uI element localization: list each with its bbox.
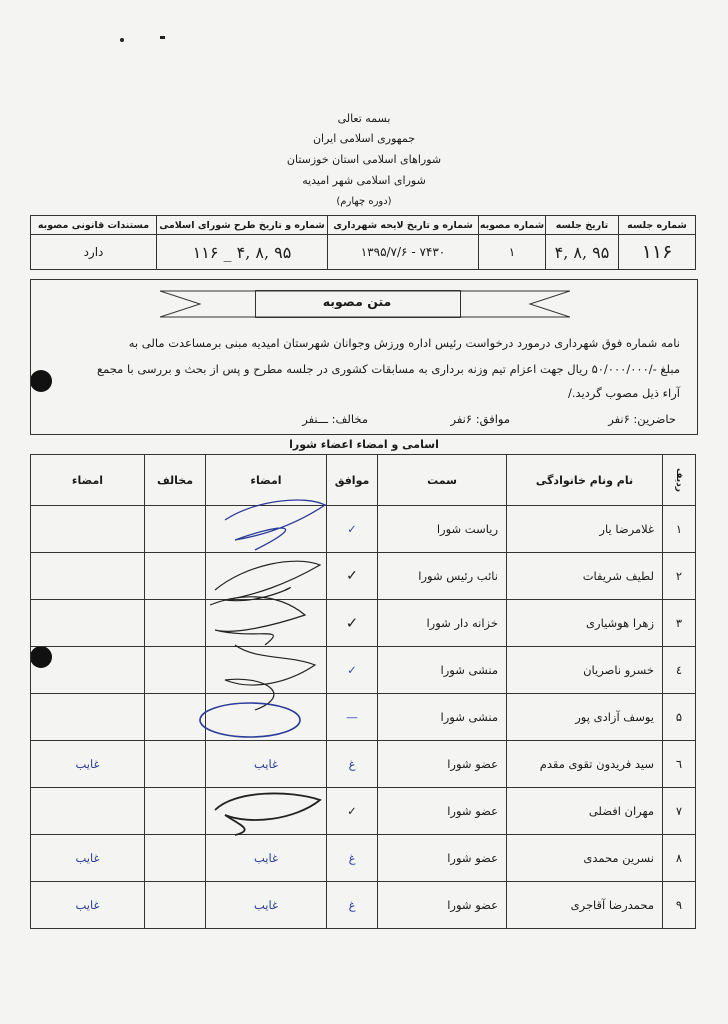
row-number: ۸ — [663, 835, 696, 882]
member-name: خسرو ناصریان — [507, 647, 663, 694]
table-row — [31, 835, 696, 882]
row-number: ٤ — [663, 647, 696, 694]
member-name: لطیف شریفات — [507, 553, 663, 600]
agree-signature: غایب — [206, 882, 327, 929]
row-number: ۳ — [663, 600, 696, 647]
members-table — [30, 454, 696, 929]
col-session-date: تاریخ جلسه — [546, 216, 619, 235]
table-row — [31, 647, 696, 694]
member-position: عضو شورا — [378, 882, 507, 929]
col-legal-basis: مستندات قانونی مصوبه — [31, 216, 157, 235]
oppose-signature — [31, 788, 145, 835]
agree-mark: ✓ — [327, 553, 378, 600]
oppose-signature — [31, 506, 145, 553]
oppose-signature — [31, 647, 145, 694]
member-position: عضو شورا — [378, 741, 507, 788]
municipality-bill-value: ۷۴۳۰ - ۱۳۹۵/۷/۶ — [328, 235, 479, 270]
signature-row4 — [225, 645, 315, 710]
header-province-councils: شوراهای اسلامی استان خوزستان — [286, 153, 442, 166]
agree-mark: غ — [327, 882, 378, 929]
col-oppose: مخالف — [145, 455, 206, 506]
oppose-mark — [145, 882, 206, 929]
resolution-body-line1: نامه شماره فوق شهرداری درمورد درخواست رئیس اداره ورزش وجوانان شهرستان امیدیه مبنی برمساعدت مالی به — [128, 336, 680, 350]
attendance-disagree: مخالف: ـــنفر — [302, 412, 368, 426]
member-name: یوسف آزادی پور — [507, 694, 663, 741]
row-number: ۲ — [663, 553, 696, 600]
table-row — [31, 506, 696, 553]
resolution-body-line2: مبلغ -/۵۰/۰۰۰/۰۰۰ ریال جهت اعزام تیم وزنه برداری به مسابقات کشوری در جلسه مطرح و پس از بحث و بررسی با مجمع — [96, 362, 680, 376]
signature-scribbles — [195, 495, 345, 845]
member-position: ریاست شورا — [378, 506, 507, 553]
agree-mark: غ — [327, 835, 378, 882]
agree-mark: ✓ — [327, 647, 378, 694]
row-number: ۹ — [663, 882, 696, 929]
council-plan-value: ۹۵ ,۸ ,۴ _ ۱۱۶ — [157, 235, 328, 270]
oppose-signature: غایب — [31, 741, 145, 788]
member-name: محمدرضا آقاجری — [507, 882, 663, 929]
col-resolution-number: شماره مصوبه — [479, 216, 546, 235]
attendance-agree: موافق: ۶نفر — [450, 412, 510, 426]
row-number: ۱ — [663, 506, 696, 553]
signature-row5 — [200, 703, 300, 737]
col-session-number: شماره جلسه — [619, 216, 696, 235]
agree-mark: ✓ — [327, 506, 378, 553]
member-position: منشی شورا — [378, 694, 507, 741]
legal-basis-value: دارد — [31, 235, 157, 270]
col-agree: موافق — [327, 455, 378, 506]
member-position: عضو شورا — [378, 788, 507, 835]
col-agree-signature: امضاء — [206, 455, 327, 506]
header-term: (دوره چهارم) — [336, 196, 392, 207]
row-number: ۵ — [663, 694, 696, 741]
member-position: عضو شورا — [378, 835, 507, 882]
session-date-value: ۹۵ ,۸ ,۴ — [546, 235, 619, 270]
row-number: ۷ — [663, 788, 696, 835]
member-name: مهران افضلی — [507, 788, 663, 835]
agree-signature: غایب — [206, 741, 327, 788]
member-position: خزانه دار شورا — [378, 600, 507, 647]
resolution-body-line3: آراء ذیل مصوب گردید./ — [568, 386, 680, 400]
member-name: غلامرضا یار — [507, 506, 663, 553]
signature-row7 — [215, 793, 320, 835]
table-row — [31, 553, 696, 600]
table-row — [31, 600, 696, 647]
agree-mark: ✓ — [327, 788, 378, 835]
signature-row3 — [210, 597, 305, 645]
header-bismillah: بسمه تعالی — [337, 112, 391, 125]
resolution-number-value: ۱ — [479, 235, 546, 270]
col-full-name: نام ونام خانوادگی — [507, 455, 663, 506]
col-row-number: ردیف — [663, 455, 696, 506]
agree-mark: ✓ — [327, 600, 378, 647]
member-name: زهرا هوشیاری — [507, 600, 663, 647]
agree-signature: غایب — [206, 835, 327, 882]
member-name: نسرین محمدی — [507, 835, 663, 882]
col-municipality-bill: شماره و تاریخ لایحه شهرداری — [328, 216, 479, 235]
oppose-signature — [31, 600, 145, 647]
oppose-signature: غایب — [31, 835, 145, 882]
header-republic: جمهوری اسلامی ایران — [312, 132, 416, 145]
resolution-title: متن مصوبه — [322, 294, 392, 309]
oppose-signature — [31, 694, 145, 741]
table-row — [31, 882, 696, 929]
col-oppose-signature: امضاء — [31, 455, 145, 506]
table-row — [31, 741, 696, 788]
agree-mark: — — [327, 694, 378, 741]
oppose-signature — [31, 553, 145, 600]
members-title: اسامی و امضاء اعضاء شورا — [289, 438, 439, 451]
col-council-plan: شماره و تاریخ طرح شورای اسلامی — [157, 216, 328, 235]
table-row — [31, 788, 696, 835]
attendance-present: حاضرین: ۶نفر — [608, 412, 676, 426]
member-position: نائب رئیس شورا — [378, 553, 507, 600]
header-city-council: شورای اسلامی شهر امیدیه — [302, 174, 426, 187]
session-info-table — [30, 215, 696, 270]
oppose-signature: غایب — [31, 882, 145, 929]
session-number-value: ۱۱۶ — [619, 235, 696, 270]
agree-mark: غ — [327, 741, 378, 788]
member-name: سید فریدون تقوی مقدم — [507, 741, 663, 788]
row-number: ٦ — [663, 741, 696, 788]
signature-row2 — [215, 561, 320, 601]
table-row — [31, 694, 696, 741]
scan-speck — [160, 36, 165, 39]
member-position: منشی شورا — [378, 647, 507, 694]
scan-speck — [120, 38, 124, 42]
signature-row1 — [225, 500, 325, 550]
col-position: سمت — [378, 455, 507, 506]
